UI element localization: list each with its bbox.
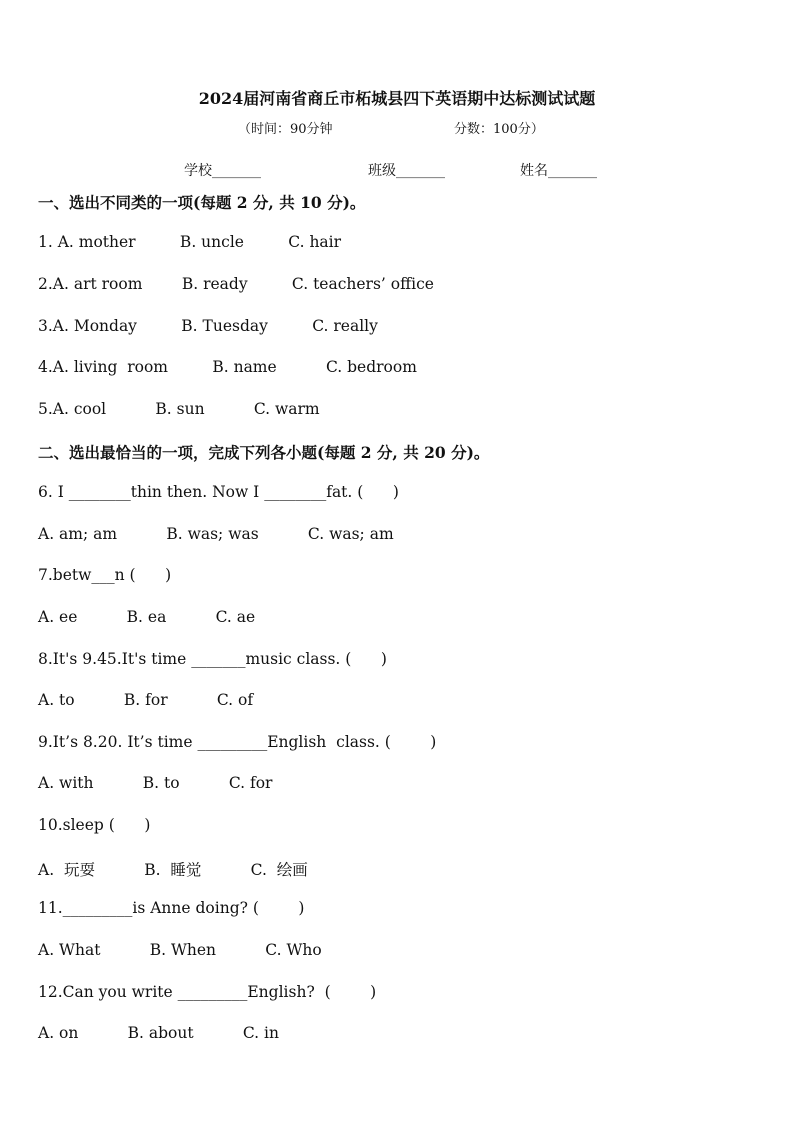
- exam-score: 分数：100分）: [454, 122, 544, 137]
- question-12: 12.Can you write _________English? ( ): [38, 983, 377, 1001]
- question-8-options: A. to B. for C. of: [38, 691, 254, 709]
- section-heading-1: 一、选出不同类的一项(每题 2 分, 共 10 分)。: [38, 193, 366, 212]
- question-9-options: A. with B. to C. for: [38, 774, 273, 792]
- question-8: 8.It's 9.45.It's time _______music class. ( ): [38, 650, 387, 668]
- question-3: 3.A. Monday B. Tuesday C. really: [38, 317, 378, 335]
- question-5: 5.A. cool B. sun C. warm: [38, 400, 320, 418]
- section-heading-2: 二、选出最恰当的一项，完成下列各小题(每题 2 分, 共 20 分)。: [38, 443, 490, 462]
- question-2: 2.A. art room B. ready C. teachers’ office: [38, 275, 434, 293]
- page-title: 2024届河南省商丘市柘城县四下英语期中达标测试试题: [198, 89, 596, 108]
- question-1: 1. A. mother B. uncle C. hair: [38, 233, 342, 251]
- exam-time: （时间：90分钟: [238, 122, 333, 137]
- name-field-label: 姓名_______: [520, 163, 597, 179]
- question-11: 11._________is Anne doing? ( ): [38, 899, 305, 917]
- question-10: 10.sleep ( ): [38, 816, 151, 834]
- class-field-label: 班级_______: [368, 163, 445, 179]
- question-9: 9.It’s 8.20. It’s time _________English class. ( ): [38, 733, 437, 751]
- question-12-options: A. on B. about C. in: [38, 1024, 279, 1042]
- school-field-label: 学校_______: [184, 163, 261, 179]
- question-7: 7.betw___n ( ): [38, 566, 172, 584]
- question-7-options: A. ee B. ea C. ae: [38, 608, 256, 626]
- question-6-options: A. am; am B. was; was C. was; am: [38, 525, 394, 543]
- question-11-options: A. What B. When C. Who: [38, 941, 322, 959]
- question-6: 6. I ________thin then. Now I ________fat. ( ): [38, 483, 399, 501]
- question-10-options: A. 玩耍 B. 睡觉 C. 绘画: [38, 861, 308, 879]
- question-4: 4.A. living room B. name C. bedroom: [38, 358, 417, 376]
